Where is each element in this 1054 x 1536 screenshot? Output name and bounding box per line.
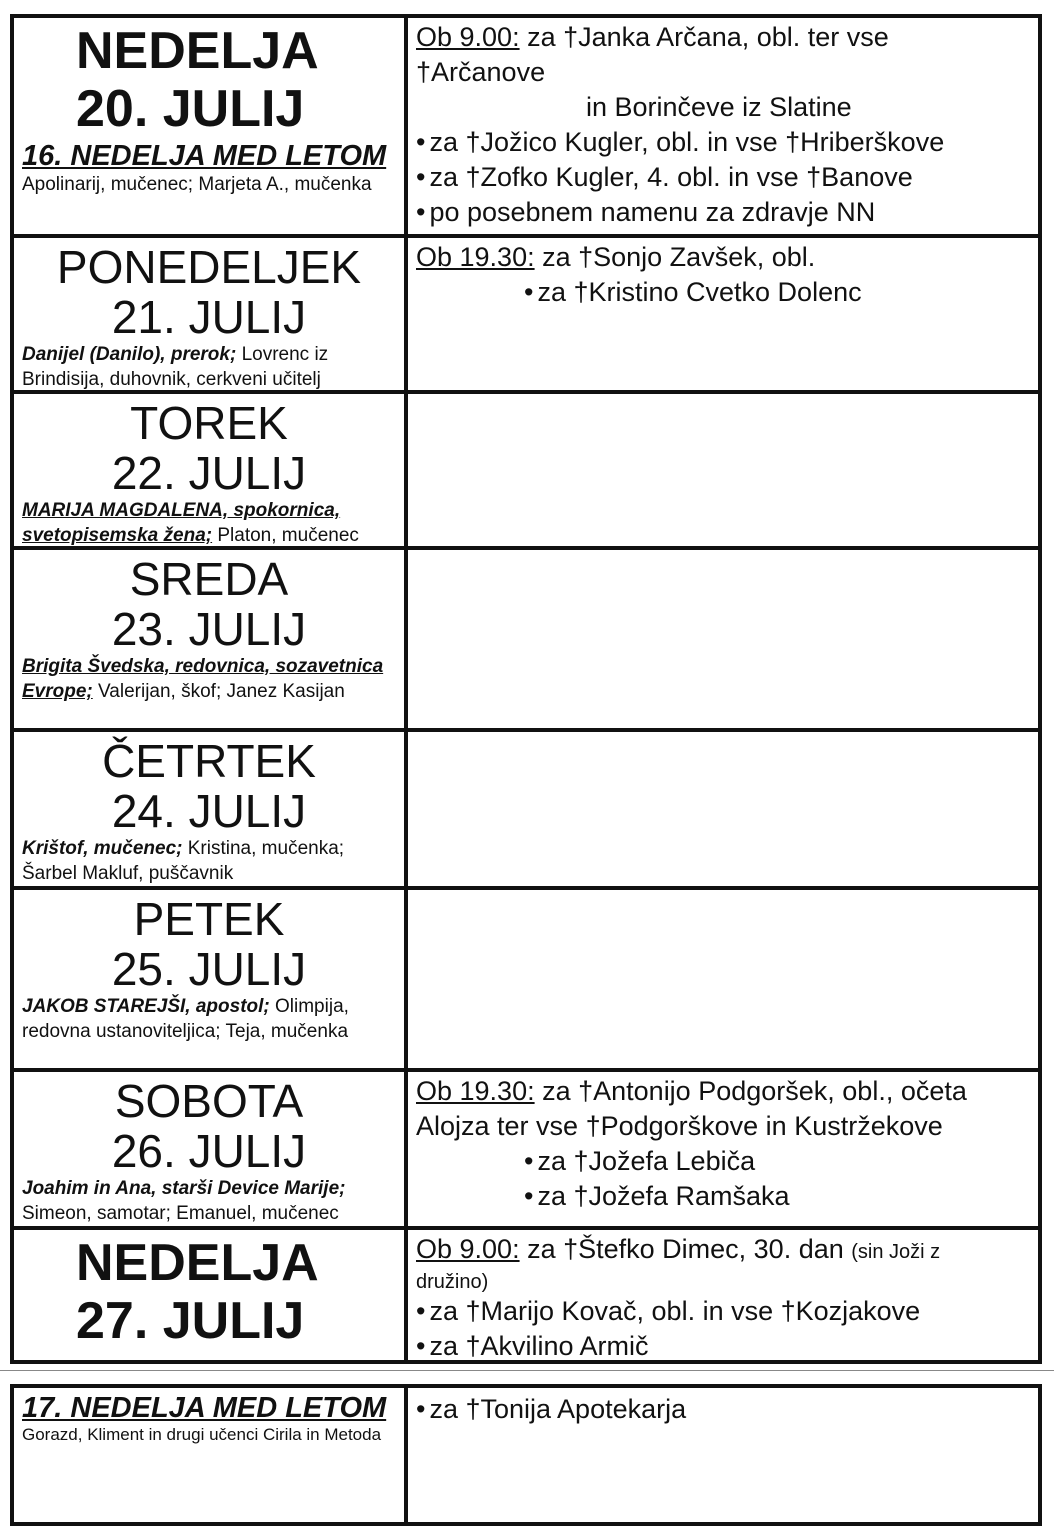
saints: [22, 498, 396, 548]
feast-title: 16. NEDELJA MED LETOM: [22, 140, 387, 172]
intention: za †Janka Arčana, obl. ter vse: [519, 22, 889, 52]
intention-note: (sin Joži z: [851, 1241, 941, 1263]
intention-item: • za †Jožefa Lebiča: [524, 1146, 755, 1176]
saints-main: Brigita Švedska, redovnica, sozavetnica Evrope;: [22, 656, 384, 702]
saints-other: Kristina, mučenka; Šarbel Makluf, puščavnik: [22, 838, 345, 884]
saints: [22, 836, 396, 886]
saints: [22, 1176, 396, 1226]
intention-item: • za †Tonija Apotekarja: [416, 1392, 1030, 1427]
saints-main: Danijel (Danilo), prerok;: [22, 344, 237, 365]
intention: za †Štefko Dimec, 30. dan: [519, 1234, 852, 1264]
day-date: 20. JULIJ: [76, 80, 305, 138]
saints: Apolinarij, mučenec; Marjeta A., mučenka: [22, 174, 372, 195]
intention-item: • za †Jožefa Ramšaka: [524, 1181, 790, 1211]
intention-cont: Alojza ter vse †Podgorškove in Kustržekove: [416, 1111, 943, 1141]
day-date: 21. JULIJ: [111, 291, 307, 343]
day-name: PONEDELJEK: [56, 241, 362, 293]
intention-item: • za †Marijo Kovač, obl. in vse †Kozjakove: [416, 1294, 1030, 1329]
row-saturday: [14, 1072, 1038, 1226]
intention-item: • po posebnem namenu za zdravje NN: [416, 195, 1030, 230]
schedule-table-continued: [10, 1384, 1042, 1526]
day-date: 27. JULIJ: [76, 1292, 305, 1350]
day-name: SREDA: [129, 553, 289, 605]
row-thursday: [14, 732, 1038, 886]
mass-time: Ob 19.30:: [416, 1076, 535, 1106]
intention: za †Antonijo Podgoršek, obl., očeta: [534, 1076, 967, 1106]
row-sunday-20: [14, 18, 1038, 234]
intention-item: • za †Akvilino Armič: [416, 1329, 1030, 1364]
saints-other: Simeon, samotar; Emanuel, mučenec: [22, 1203, 339, 1224]
day-date: 22. JULIJ: [111, 447, 307, 499]
row-wednesday: [14, 550, 1038, 728]
saints: [22, 654, 396, 704]
mass-time: Ob 19.30:: [416, 242, 535, 272]
saints-other: Platon, mučenec: [212, 525, 359, 546]
saints-other: Valerijan, škof; Janez Kasijan: [92, 681, 345, 702]
day-date: 26. JULIJ: [111, 1125, 307, 1177]
row-sunday-27: [14, 1230, 1038, 1364]
day-name: NEDELJA: [76, 22, 319, 80]
intention: za †Sonjo Zavšek, obl.: [534, 242, 816, 272]
intention-item: • za †Kristino Cvetko Dolenc: [524, 277, 862, 307]
saints: [22, 342, 396, 392]
day-date: 23. JULIJ: [111, 603, 307, 655]
intention-item: • za †Zofko Kugler, 4. obl. in vse †Banove: [416, 160, 1030, 195]
saints-main: JAKOB STAREJŠI, apostol;: [22, 996, 270, 1017]
row-monday: [14, 238, 1038, 390]
mass-time: Ob 9.00:: [416, 22, 520, 52]
mass-time: Ob 9.00:: [416, 1234, 520, 1264]
day-name: NEDELJA: [76, 1234, 319, 1292]
row-friday: [14, 890, 1038, 1068]
day-date: 25. JULIJ: [111, 943, 307, 995]
row-sunday-27-cont: [14, 1388, 1038, 1522]
intention-item: • za †Jožico Kugler, obl. in vse †Hriberškove: [416, 125, 1030, 160]
saints-main: MARIJA MAGDALENA, spokornica, svetopisemska žena;: [22, 500, 341, 546]
saints: Gorazd, Kliment in drugi učenci Cirila in Metoda: [22, 1425, 382, 1444]
saints-other: Lovrenc iz Brindisija, duhovnik, cerkveni učitelj: [22, 344, 329, 390]
row-tuesday: [14, 394, 1038, 546]
saints-main: Joahim in Ana, starši Device Marije;: [22, 1178, 346, 1199]
day-name: SOBOTA: [114, 1075, 304, 1127]
day-name: PETEK: [133, 893, 285, 945]
intention-cont: in Borinčeve iz Slatine: [586, 92, 852, 122]
intention-note-cont: družino): [416, 1271, 489, 1293]
day-name: ČETRTEK: [102, 735, 316, 787]
day-date: 24. JULIJ: [111, 785, 307, 837]
saints-main: Krištof, mučenec;: [22, 838, 183, 859]
schedule-table: [10, 14, 1042, 1364]
day-name: TOREK: [130, 397, 288, 449]
saints-other: Olimpija, redovna ustanoviteljica; Teja, mučenka: [22, 996, 349, 1042]
feast-title: 17. NEDELJA MED LETOM: [22, 1392, 387, 1424]
saints: [22, 994, 396, 1044]
page-break: [0, 1364, 1054, 1384]
intention-cont: †Arčanove: [416, 57, 546, 87]
